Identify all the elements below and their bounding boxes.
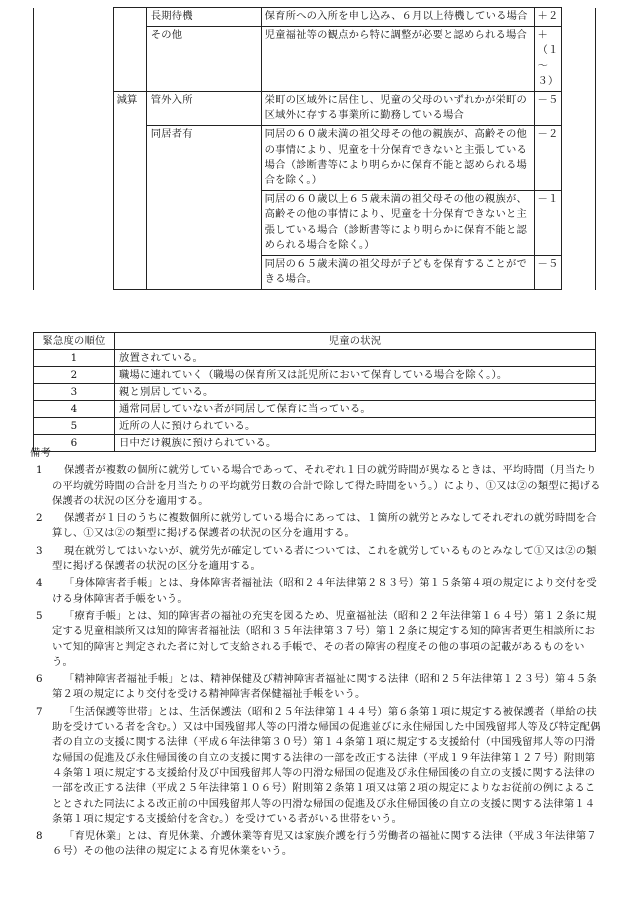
rank-cell: 2 xyxy=(34,367,115,384)
condition-cell: 同居の６０歳未満の祖父母その他の親族が、高齢その他の事情により、児童を十分保育できないと主張している場合（診断書等により明らかに保育不能と認められる場合を除く。） xyxy=(261,126,534,191)
condition-cell: 同居の６５歳未満の祖父母が子どもを保育することができる場合。 xyxy=(261,256,534,290)
note-text: 「生活保護等世帯」とは、生活保護法（昭和２５年法律第１４４号）第６条第１項に規定する被保護者（単給の扶助を受けている者を含む。）又は中国残留邦人等の円滑な帰国の促進並びに永住帰国した中国残留邦人等及び特定配偶者の自立の支援に関する法律（平成６年法律第３０号）第１４条第１項に規定する支援給付（中国残留邦人等の円滑な帰国の促進及び永住帰国後の自立の支援に関する法律の一部を改正する法律（平成１９年法律第１２７号）附則第４条第１項に規定する支援給付及び中国残留邦人等の円滑な帰国の促進及び永住帰国後の自立の支援に関する法律の一部を改正する法律（平成２５年法律第１０６号）附則第２条第１項又は第２項の規定によりなお従前の例によることとされた同法による改正前の中国残留邦人等の円滑な帰国の促進及び永住帰国後の自立の支援に関する法律第１４条第１項に規定する支援給付を含む。）を受けている者がいる世帯をいう。 xyxy=(52,705,601,825)
note-number: 7 xyxy=(36,705,43,718)
note-item xyxy=(30,672,605,703)
note-number: 8 xyxy=(36,830,43,843)
points-cell: －５ xyxy=(534,256,561,290)
situation-cell: 放置されている。 xyxy=(115,350,596,367)
situation-cell: 職場に連れていく（職場の保育所又は託児所において保育している場合を除く。）。 xyxy=(115,367,596,384)
category-cell xyxy=(113,8,146,92)
outer-blank-cell xyxy=(34,8,114,290)
note-text: 「育児休業」とは、育児休業、介護休業等育児又は家族介護を行う労働者の福祉に関する法律（平成３年法律第７６号）その他の法律の規定による育児休業をいう。 xyxy=(52,830,597,858)
note-item xyxy=(30,609,605,670)
rank-cell: 1 xyxy=(34,350,115,367)
notes-section xyxy=(30,446,605,862)
situation-cell: 親と別居している。 xyxy=(115,384,596,401)
note-text: 保護者が１日のうちに複数個所に就労している場合にあっては、１箇所の就労とみなしてそれぞれの就労時間を合算し、①又は②の類型に掲げる保護者の状況の区分を適用する。 xyxy=(52,512,597,540)
condition-cell: 保育所への入所を申し込み、６月以上待機している場合 xyxy=(261,8,534,27)
note-item xyxy=(30,511,605,542)
priority-rules-table xyxy=(33,7,596,290)
note-item xyxy=(30,544,605,575)
table-row xyxy=(34,8,596,27)
note-item xyxy=(30,829,605,860)
note-number: 2 xyxy=(36,512,43,525)
note-number: 3 xyxy=(36,544,43,557)
table-row xyxy=(34,384,596,401)
subcategory-cell: 長期待機 xyxy=(146,8,261,27)
note-text: 保護者が複数の個所に就労している場合であって、それぞれ１日の就労時間が異なるときは、平均時間（月当たりの平均就労時間の合計を月当たりの平均就労日数の合計で除して得た時間をいう。）により、①又は②の類型に掲げる保護者の状況の区分を適用する。 xyxy=(52,464,601,507)
subcategory-cell: 同居者有 xyxy=(146,126,261,290)
subcategory-cell: 管外入所 xyxy=(146,92,261,126)
note-text: 「身体障害者手帳」とは、身体障害者福祉法（昭和２４年法律第２８３号）第１５条第４項の規定により交付を受ける身体障害者手帳をいう。 xyxy=(52,577,597,605)
header-situation: 児童の状況 xyxy=(115,333,596,350)
note-text: 現在就労してはいないが、就労先が確定している者については、これを就労しているものとみなして①又は②の類型に掲げる保護者の状況の区分を適用する。 xyxy=(52,544,597,573)
situation-cell: 日中だけ親族に預けられている。 xyxy=(115,435,596,452)
outer-blank-cell xyxy=(561,8,595,290)
rank-cell: 5 xyxy=(34,418,115,435)
note-number: 1 xyxy=(36,464,43,477)
urgency-table xyxy=(33,332,596,452)
table-header-row xyxy=(34,333,596,350)
condition-cell: 同居の６０歳以上６５歳未満の祖父母その他の親族が、高齢その他の事情により、児童を十分保育できないと主張している場合（診断書等により明らかに保育不能と認められる場合を除く。） xyxy=(261,191,534,256)
note-number: 5 xyxy=(36,609,43,622)
situation-cell: 通常同居していない者が同居して保育に当っている。 xyxy=(115,401,596,418)
rank-cell: 4 xyxy=(34,401,115,418)
table-row xyxy=(34,92,596,126)
points-cell: －１ xyxy=(534,191,561,256)
points-cell: ＋２ xyxy=(534,8,561,27)
points-cell: ＋（１～３） xyxy=(534,27,561,92)
rank-cell: 6 xyxy=(34,435,115,452)
table-row xyxy=(34,367,596,384)
subcategory-cell: その他 xyxy=(146,27,261,92)
situation-cell: 近所の人に預けられている。 xyxy=(115,418,596,435)
table-row xyxy=(34,350,596,367)
points-cell: －２ xyxy=(534,126,561,191)
note-number: 4 xyxy=(36,577,43,590)
header-rank: 緊急度の順位 xyxy=(34,333,115,350)
note-item xyxy=(30,705,605,827)
condition-cell: 栄町の区域外に居住し、児童の父母のいずれかが栄町の区域外に存する事業所に勤務している場合 xyxy=(261,92,534,126)
note-number: 6 xyxy=(36,673,43,686)
note-item xyxy=(30,576,605,607)
note-text: 「療育手帳」とは、知的障害者の福祉の充実を図るため、児童福祉法（昭和２２年法律第１６４号）第１２条に規定する児童相談所又は知的障害者福祉法（昭和３５年法律第３７号）第１２条に規定する知的障害者更生相談所において知的障害と判定された者に対して支給される手帳で、その者の障害の程度その他の事項の記載があるものをいう。 xyxy=(52,609,597,668)
category-cell: 減算 xyxy=(113,92,146,290)
condition-cell: 児童福祉等の観点から特に調整が必要と認められる場合 xyxy=(261,27,534,92)
note-item xyxy=(30,463,605,509)
note-text: 「精神障害者福祉手帳」とは、精神保健及び精神障害者福祉に関する法律（昭和２５年法律第１２３号）第４５条第２項の規定により交付を受ける精神障害者保健福祉手帳をいう。 xyxy=(52,673,597,701)
points-cell: －５ xyxy=(534,92,561,126)
notes-heading: 備考 xyxy=(30,447,51,459)
rank-cell: 3 xyxy=(34,384,115,401)
table-row xyxy=(34,418,596,435)
table-row xyxy=(34,401,596,418)
